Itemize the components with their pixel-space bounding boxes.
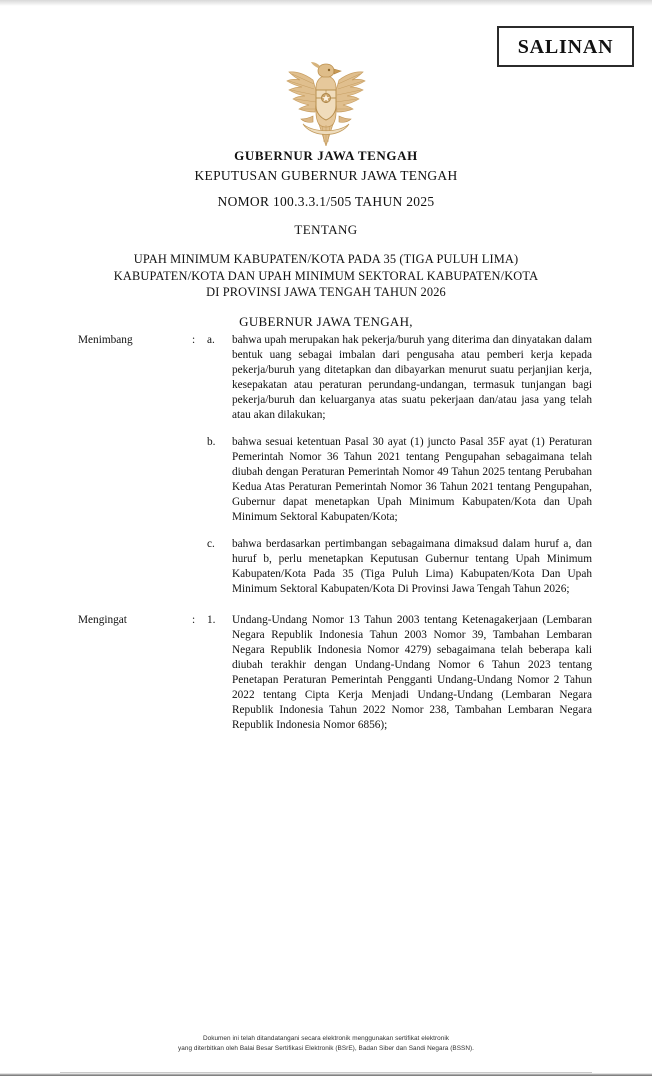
viewer-bottom-chrome-band — [0, 1073, 652, 1076]
clause-row-menimbang — [0, 333, 652, 597]
heading-title-line-1: UPAH MINIMUM KABUPATEN/KOTA PADA 35 (TIGA PULUH LIMA) — [133, 252, 519, 267]
heading-gubernur-bold: GUBERNUR JAWA TENGAH — [234, 148, 418, 163]
clause-colon-mengingat: : — [192, 614, 196, 626]
clause-item-text: Undang-Undang Nomor 13 Tahun 2003 tentang Ketenagakerjaan (Lembaran Negara Republik Indonesia Tahun 2003 Nomor 39, Tambahan Lembaran Negara Republik Indonesia Nomor 4279) sebagaimana telah beberapa kali diubah terakhir dengan Undang-Undang Nomor 6 Tahun 2023 tentang Penetapan Peraturan Pemerintah Pengganti Undang-Undang Nomor 2 Tahun 2022 tentang Cipta Kerja Menjadi Undang-Undang (Lembaran Negara Republik Indonesia Tahun 2022 Nomor 238, Tambahan Lembaran Negara Republik Indonesia Nomor 6856); — [232, 614, 592, 731]
heading-title-line-3: DI PROVINSI JAWA TENGAH TAHUN 2026 — [206, 284, 446, 299]
clause-item-marker: 1. — [207, 614, 216, 626]
garuda-pancasila-emblem — [0, 54, 652, 146]
esign-note-line-2: yang diterbitkan oleh Balai Besar Sertifikasi Elektronik (BSrE), Badan Siber dan Sandi Negara (BSSN). — [178, 1045, 474, 1052]
heading-keputusan: KEPUTUSAN GUBERNUR JAWA TENGAH — [194, 168, 458, 184]
clause-row-spacer — [0, 597, 652, 613]
clause-item-marker: c. — [207, 538, 215, 550]
clause-item-marker: a. — [207, 334, 215, 346]
electronic-signature-note — [0, 1034, 652, 1054]
clause-row-mengingat — [0, 613, 652, 733]
clause-item-text: bahwa sesuai ketentuan Pasal 30 ayat (1) juncto Pasal 35F ayat (1) Peraturan Pemerintah Nomor 36 Tahun 2021 tentang Pengupahan sebagaimana telah diubah dengan Peraturan Pemerintah Nomor 49 Tahun 2025 tentang Perubahan Kedua Atas Peraturan Pemerintah Nomor 36 Tahun 2021 tentang Pengupahan, Gubernur dapat menetapkan Upah Minimum Kabupaten/Kota dan Upah Minimum Sektoral Kabupaten/Kota; — [232, 436, 592, 523]
clause-item — [207, 537, 592, 597]
clause-items-mengingat — [207, 613, 652, 733]
heading-subject-title — [46, 251, 606, 300]
clause-label-menimbang: Menimbang — [78, 334, 133, 346]
heading-title-line-2: KABUPATEN/KOTA DAN UPAH MINIMUM SEKTORAL KABUPATEN/KOTA — [113, 268, 539, 283]
clause-items-menimbang — [207, 333, 652, 597]
clause-label-mengingat: Mengingat — [78, 614, 127, 626]
clause-item — [207, 613, 592, 733]
document-page — [0, 6, 652, 1080]
heading-tentang: TENTANG — [294, 222, 358, 238]
clause-item-text: bahwa upah merupakan hak pekerja/buruh yang diterima dan dinyatakan dalam bentuk uang sebagai imbalan dari pengusaha atau pemberi kerja kepada pekerja/buruh yang ditetapkan dan dibayarkan menurut suatu perjanjian kerja, kesepakatan atau peraturan perundang-undangan, termasuk tunjangan bagi pekerja/buruh dan keluarganya atas suatu pekerjaan dan/atau jasa yang telah atau akan dilakukan; — [232, 334, 592, 421]
clause-item-text: bahwa berdasarkan pertimbangan sebagaimana dimaksud dalam huruf a, dan huruf b, perlu menetapkan Keputusan Gubernur tentang Upah Minimum Kabupaten/Kota Pada 35 (Tiga Puluh Lima) Kabupaten/Kota Dan Upah Minimum Sektoral Kabupaten/Kota Di Provinsi Jawa Tengah Tahun 2026; — [232, 538, 592, 595]
document-body — [0, 333, 652, 733]
clause-item — [207, 435, 592, 525]
esign-note-line-1: Dokumen ini telah ditandatangani secara elektronik menggunakan sertifikat elektronik — [202, 1035, 450, 1042]
heading-gubernur-signatory: GUBERNUR JAWA TENGAH, — [239, 314, 413, 330]
salinan-stamp-label: SALINAN — [517, 35, 614, 58]
clause-item-marker: b. — [207, 436, 216, 448]
document-heading — [46, 148, 606, 331]
clause-colon-menimbang: : — [192, 334, 196, 346]
heading-nomor: NOMOR 100.3.3.1/505 TAHUN 2025 — [217, 193, 435, 209]
clause-item — [207, 333, 592, 423]
